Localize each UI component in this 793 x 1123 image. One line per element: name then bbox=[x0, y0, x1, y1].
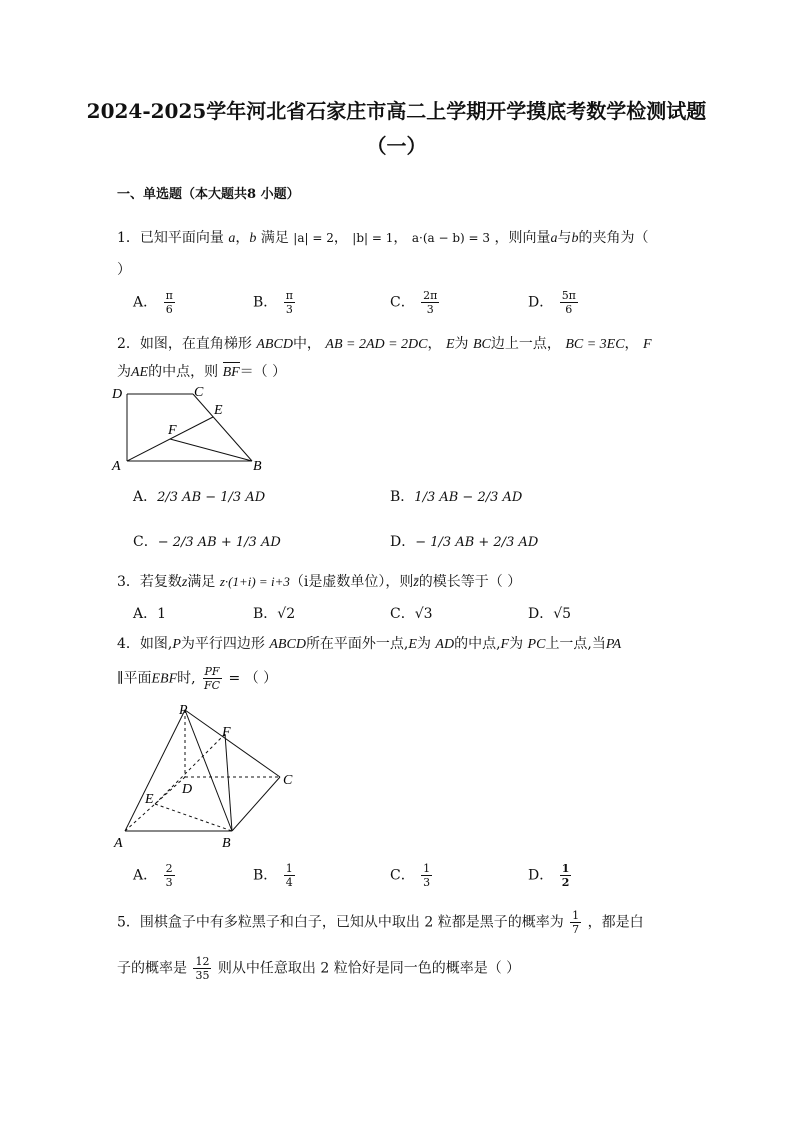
q4-option-c[interactable]: C． $\frac{1}{3}$ bbox=[390, 862, 431, 889]
section-heading: 一、单选题（本大题共8 小题） bbox=[117, 187, 300, 202]
edge-bc bbox=[232, 777, 280, 831]
q3-option-d[interactable]: D．√5 bbox=[528, 606, 572, 622]
label-d: D bbox=[112, 387, 123, 402]
label-f: F bbox=[222, 725, 231, 740]
question-1-line2: ） bbox=[117, 262, 131, 278]
question-1: 1．已知平面向量 a，b 满足 |a| = 2， |b| = 1， a·(a − b) = 3 ，则向量a与b的夹角为（ bbox=[117, 230, 649, 246]
q2-option-d[interactable]: D．− 1/3 AB + 2/3 AD bbox=[390, 534, 539, 550]
label-c: C bbox=[194, 385, 204, 400]
exam-subtitle: （一） bbox=[366, 134, 427, 158]
question-3: 3．若复数z满足 z·(1+i) = i+3（i是虚数单位），则z̄的模长等于（ ） bbox=[117, 574, 522, 590]
edge-pa bbox=[125, 710, 185, 831]
trapezoid-diagram bbox=[110, 384, 270, 476]
question-2-line2: 为AE的中点，则 BF＝（ ） bbox=[117, 364, 287, 380]
edge-pc bbox=[185, 710, 280, 777]
q4-option-a[interactable]: A． $\frac{2}{3}$ bbox=[133, 862, 173, 889]
label-e: E bbox=[145, 792, 154, 807]
q1-condition-3: a·(a − b) = 3 bbox=[411, 231, 491, 245]
exam-title: 2024-2025学年河北省石家庄市高二上学期开学摸底考数学检测试题 bbox=[86, 99, 707, 123]
q2-option-b[interactable]: B．1/3 AB − 2/3 AD bbox=[390, 489, 523, 505]
segment-fb bbox=[170, 439, 252, 461]
label-c: C bbox=[283, 773, 293, 788]
q1-condition-1: |a| = 2 bbox=[293, 231, 334, 245]
label-f: F bbox=[168, 423, 177, 438]
q2-trapezoid-figure bbox=[110, 384, 270, 476]
question-4: 4．如图,P为平行四边形 ABCD所在平面外一点,E为 AD的中点,F为 PC上一点,当PA bbox=[117, 636, 622, 652]
question-2: 2．如图，在直角梯形 ABCD中， AB = 2AD = 2DC， E为 BC边上一点， BC = 3EC， F bbox=[117, 336, 652, 352]
q4-option-b[interactable]: B． $\frac{1}{4}$ bbox=[253, 862, 293, 889]
pyramid-diagram bbox=[110, 700, 310, 852]
q1-option-c[interactable]: C． $\frac{2\pi}{3}$ bbox=[390, 289, 438, 316]
label-a: A bbox=[112, 459, 121, 474]
q1-option-d[interactable]: D． $\frac{5\pi}{6}$ bbox=[528, 289, 576, 316]
label-a: A bbox=[114, 836, 123, 851]
segment-eb-hidden bbox=[155, 804, 232, 831]
q1-option-b[interactable]: B． $\frac{\pi}{3}$ bbox=[253, 289, 293, 316]
q2-option-c[interactable]: C．− 2/3 AB + 1/3 AD bbox=[133, 534, 281, 550]
question-5: 5．围棋盒子中有多粒黑子和白子，已知从中取出 2 粒都是黑子的概率为 $\frac{1}{7}$ ，都是白 bbox=[117, 909, 644, 936]
label-p: P bbox=[179, 703, 188, 718]
q3-option-c[interactable]: C．√3 bbox=[390, 606, 433, 622]
q3-option-a[interactable]: A．1 bbox=[133, 606, 167, 622]
q4-option-d[interactable]: D． $\frac{1}{2}$ bbox=[528, 862, 570, 889]
q1-condition-2: |b| = 1 bbox=[352, 231, 394, 245]
question-4-line2: ∥平面EBF时, $\frac{PF}{FC}$ = （ ） bbox=[117, 665, 278, 692]
question-5-line2: 子的概率是 $\frac{12}{35}$ 则从中任意取出 2 粒恰好是同一色的概率是（ ） bbox=[117, 955, 521, 982]
label-b: B bbox=[222, 836, 231, 851]
label-b: B bbox=[253, 459, 262, 474]
q3-option-b[interactable]: B．√2 bbox=[253, 606, 296, 622]
q4-pyramid-figure bbox=[110, 700, 310, 852]
q2-option-a[interactable]: A．2/3 AB − 1/3 AD bbox=[133, 489, 266, 505]
label-e: E bbox=[214, 403, 223, 418]
q1-option-a[interactable]: A． $\frac{\pi}{6}$ bbox=[133, 289, 173, 316]
label-d: D bbox=[182, 782, 193, 797]
